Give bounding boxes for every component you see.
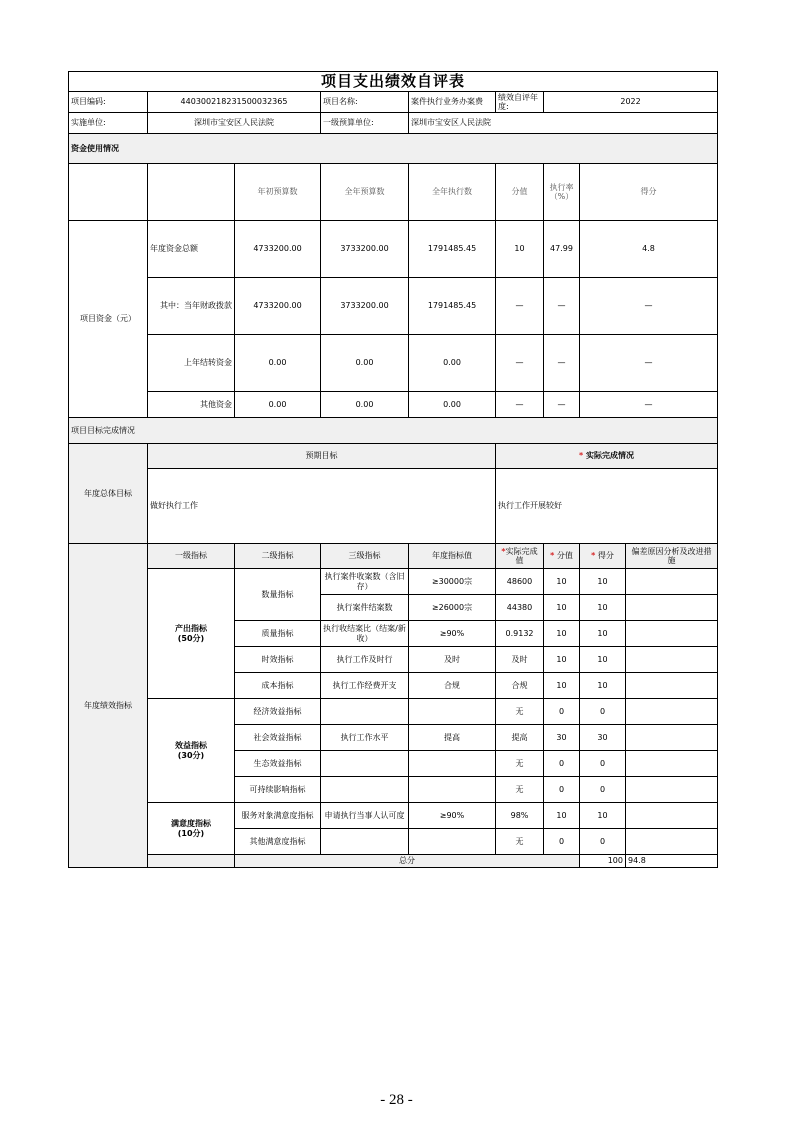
indicator-actual: 及时 [496,647,544,673]
satisfaction-indicator-title: 满意度指标 [171,819,211,829]
indicator-name [321,829,409,855]
indicator-header-level1: 一级指标 [148,544,235,569]
funds-row-label: 年度资金总额 [148,221,235,278]
indicators-group-label: 年度绩效指标 [69,544,148,868]
indicator-actual: 合规 [496,673,544,699]
indicator-remark [626,829,718,855]
actual-goal-header [496,444,718,469]
total-row [69,855,718,868]
indicator-score: 10 [580,621,626,647]
funds-annual: 0.00 [321,392,409,418]
indicator-header-weight [544,544,580,569]
indicator-weight: 10 [544,647,580,673]
cost-indicator-label: 成本指标 [235,673,321,699]
top-budget-unit: 深圳市宝安区人民法院 [409,113,718,134]
indicator-weight: 0 [544,699,580,725]
indicator-name: 执行工作及时行 [321,647,409,673]
indicator-score: 10 [580,595,626,621]
indicator-target [409,751,496,777]
indicator-name: 执行案件结案数 [321,595,409,621]
indicator-score: 10 [580,673,626,699]
indicator-actual: 无 [496,751,544,777]
funds-row-label: 上年结转资金 [148,335,235,392]
indicator-header-weight-text: 分值 [556,551,573,561]
funds-score: — [580,278,718,335]
funds-rate: — [544,335,580,392]
service-satisfaction-label: 服务对象满意度指标 [235,803,321,829]
total-weight: 100 [580,855,626,868]
indicator-remark [626,621,718,647]
funds-rate: 47.99 [544,221,580,278]
project-name: 案件执行业务办案费 [409,92,496,113]
implementing-unit-label: 实施单位: [69,113,148,134]
performance-self-evaluation-table [68,71,718,868]
actual-goal: 执行工作开展较好 [496,469,718,544]
funds-initial: 0.00 [235,392,321,418]
table-row [69,699,718,725]
indicator-weight: 10 [544,803,580,829]
funds-weight: — [496,335,544,392]
indicator-score: 30 [580,725,626,751]
required-star-icon: * [579,451,584,461]
indicator-name: 执行工作经费开支 [321,673,409,699]
funds-row-label: 其他资金 [148,392,235,418]
indicator-remark [626,725,718,751]
ecological-indicator-label: 生态效益指标 [235,751,321,777]
indicator-score: 10 [580,569,626,595]
indicator-target [409,699,496,725]
funds-score: — [580,335,718,392]
indicator-weight: 10 [544,673,580,699]
benefit-indicator-title: 效益指标 [175,741,207,751]
indicator-score: 0 [580,699,626,725]
funds-annual: 3733200.00 [321,278,409,335]
funds-score: — [580,392,718,418]
indicator-header-actual-text: 实际完成值 [505,546,538,565]
quality-indicator-label: 质量指标 [235,621,321,647]
indicator-name [321,751,409,777]
funds-weight: — [496,392,544,418]
indicator-actual: 无 [496,699,544,725]
indicator-actual: 无 [496,829,544,855]
funds-rate: — [544,278,580,335]
funds-section-title: 资金使用情况 [69,134,718,164]
indicator-remark [626,569,718,595]
indicator-weight: 10 [544,621,580,647]
indicator-weight: 0 [544,777,580,803]
indicator-header-score-text: 得分 [597,551,614,561]
indicator-score: 10 [580,647,626,673]
page-number: - 28 - [380,1092,413,1108]
project-name-label: 项目名称: [321,92,409,113]
timeliness-indicator-label: 时效指标 [235,647,321,673]
indicator-score: 10 [580,803,626,829]
indicator-remark [626,803,718,829]
funds-header-score: 得分 [580,164,718,221]
table-title: 项目支出绩效自评表 [69,72,718,92]
indicator-actual: 98% [496,803,544,829]
indicator-header-level3: 三级指标 [321,544,409,569]
sustain-indicator-label: 可持续影响指标 [235,777,321,803]
required-star-icon: * [550,551,555,561]
indicator-score: 0 [580,751,626,777]
goals-section-title: 项目目标完成情况 [69,418,718,444]
indicator-target: ≥30000宗 [409,569,496,595]
funds-initial: 4733200.00 [235,221,321,278]
funds-executed: 0.00 [409,392,496,418]
output-indicator-points: (50分) [177,633,205,643]
top-budget-unit-label: 一级预算单位: [321,113,409,134]
implementing-unit: 深圳市宝安区人民法院 [148,113,321,134]
indicator-weight: 0 [544,751,580,777]
funds-executed: 1791485.45 [409,221,496,278]
indicator-name: 执行案件收案数（含旧存） [321,569,409,595]
funds-score: 4.8 [580,221,718,278]
table-row [69,335,718,392]
indicator-target: 提高 [409,725,496,751]
indicator-name: 执行工作水平 [321,725,409,751]
required-star-icon: * [501,546,506,556]
project-code: 44030021823150003236​5 [148,92,321,113]
indicator-remark [626,673,718,699]
table-row [69,803,718,829]
indicator-target: ≥90% [409,621,496,647]
indicator-header-remark: 偏差原因分析及改进措施 [626,544,718,569]
quantity-indicator-label: 数量指标 [235,569,321,621]
indicator-score: 0 [580,829,626,855]
funds-weight: 10 [496,221,544,278]
funds-header-weight: 分值 [496,164,544,221]
output-indicator-title: 产出指标 [175,624,207,634]
indicator-remark [626,751,718,777]
indicator-weight: 0 [544,829,580,855]
funds-header-rate: 执行率（%） [544,164,580,221]
indicator-header-actual [496,544,544,569]
funds-header-blank [148,164,235,221]
indicator-actual: 无 [496,777,544,803]
actual-goal-header-text: 实际完成情况 [586,451,635,461]
indicator-name: 申请执行当事人认可度 [321,803,409,829]
satisfaction-indicator-points: (10分) [177,828,205,838]
indicator-actual: 0.9132 [496,621,544,647]
indicator-target: 及时 [409,647,496,673]
table-row [69,392,718,418]
funds-annual: 0.00 [321,335,409,392]
indicator-target: 合规 [409,673,496,699]
indicator-weight: 10 [544,595,580,621]
indicator-remark [626,647,718,673]
expected-goal: 做好执行工作 [148,469,496,544]
indicator-name: 执行收结案比（结案/新收） [321,621,409,647]
benefit-indicator-label [148,699,235,803]
indicator-actual: 44380 [496,595,544,621]
indicator-name [321,777,409,803]
funds-row-label: 其中：当年财政拨款 [148,278,235,335]
indicator-remark [626,595,718,621]
project-code-label: 项目编码: [69,92,148,113]
other-satisfaction-label: 其他满意度指标 [235,829,321,855]
overall-goal-label: 年度总体目标 [69,444,148,544]
required-star-icon: * [591,551,596,561]
funds-rate: — [544,392,580,418]
indicator-remark [626,777,718,803]
indicator-name [321,699,409,725]
satisfaction-indicator-label [148,803,235,855]
funds-initial: 4733200.00 [235,278,321,335]
social-indicator-label: 社会效益指标 [235,725,321,751]
indicator-header-target: 年度指标值 [409,544,496,569]
table-row [69,278,718,335]
table-row [69,569,718,595]
funds-annual: 3733200.00 [321,221,409,278]
total-blank [148,855,235,868]
funds-weight: — [496,278,544,335]
table-row [69,221,718,278]
indicator-target: ≥26000宗 [409,595,496,621]
indicator-target: ≥90% [409,803,496,829]
output-indicator-label [148,569,235,699]
funds-header-initial: 年初预算数 [235,164,321,221]
indicator-target [409,777,496,803]
funds-initial: 0.00 [235,335,321,392]
total-label: 总分 [235,855,580,868]
total-score: 94.8 [626,855,718,868]
funds-header-annual: 全年预算数 [321,164,409,221]
indicator-actual: 48600 [496,569,544,595]
funds-header-executed: 全年执行数 [409,164,496,221]
indicator-header-score [580,544,626,569]
indicator-score: 0 [580,777,626,803]
funds-executed: 1791485.45 [409,278,496,335]
indicator-weight: 30 [544,725,580,751]
funds-header-blank [69,164,148,221]
eval-year: 2022 [544,92,718,113]
economic-indicator-label: 经济效益指标 [235,699,321,725]
indicator-weight: 10 [544,569,580,595]
expected-goal-header: 预期目标 [148,444,496,469]
benefit-indicator-points: (30分) [177,750,205,760]
indicator-target [409,829,496,855]
eval-year-label: 绩效自评年度: [496,92,544,113]
funds-group-label: 项目资金（元） [69,221,148,418]
indicator-actual: 提高 [496,725,544,751]
indicator-header-level2: 二级指标 [235,544,321,569]
indicator-remark [626,699,718,725]
funds-executed: 0.00 [409,335,496,392]
